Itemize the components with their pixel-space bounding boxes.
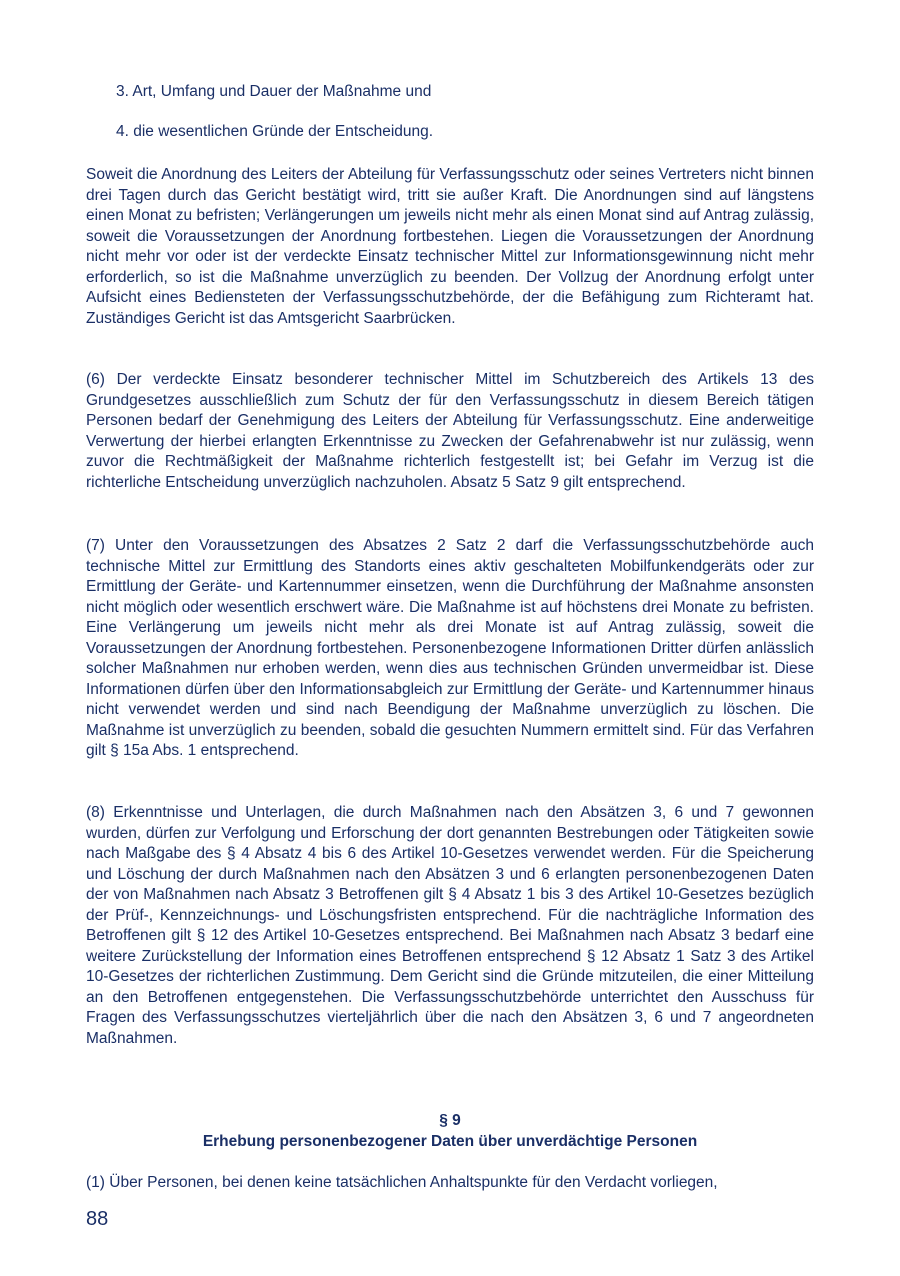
list-item-3: 3. Art, Umfang und Dauer der Maßnahme und [116,83,432,100]
list-item-4: 4. die wesentlichen Gründe der Entscheidung. [116,123,434,140]
paragraph-5-continued: Soweit die Anordnung des Leiters der Abteilung für Verfassungsschutz oder seines Vertreters nicht binnen drei Tagen durch das Gericht bestätigt wird, tritt sie außer Kraft. Die Anordnungen sind auf längstens einen Monat zu befristen; Verlängerungen um jeweils nicht mehr als einen Monat sind auf Antrag zulässig, soweit die Voraussetzungen der Anordnung fortbestehen. Liegen die Voraussetzungen der Anordnung nicht mehr vor oder ist der verdeckte Einsatz technischer Mittel zur Informationsgewinnung nicht mehr erforderlich, so ist die Maßnahme unverzüglich zu beenden. Der Vollzug der Anordnung erfolgt unter Aufsicht eines Bediensteten der Verfassungsschutzbehörde, der die Befähigung zum Richteramt hat. Zuständiges Gericht ist das Amtsgericht Saarbrücken. [86,166,814,327]
section-9-paragraph-1: (1) Über Personen, bei denen keine tatsächlichen Anhaltspunkte für den Verdacht vorliegen, [86,1174,718,1191]
section-title: Erhebung personenbezogener Daten über unverdächtige Personen [202,1133,698,1150]
paragraph-7: (7) Unter den Voraussetzungen des Absatzes 2 Satz 2 darf die Verfassungsschutzbehörde auch technische Mittel zur Ermittlung des Standorts eines aktiv geschalteten Mobilfunkendgeräts oder zur Ermittlung der Geräte- und Kartennummer einsetzen, wenn die Durchführung der Maßnahme ansonsten nicht möglich oder wesentlich erschwert wäre. Die Maßnahme ist auf höchstens drei Monate zu befristen. Eine Verlängerung um jeweils nicht mehr als drei Monate ist auf Antrag zulässig, soweit die Voraussetzungen der Anordnung fortbestehen. Personenbezogene Informationen Dritter dürfen anlässlich solcher Maßnahmen nur erhoben werden, wenn dies aus technischen Gründen unvermeidbar ist. Diese Informationen dürfen über den Informationsabgleich zur Ermittlung der Geräte- und Kartennummer hinaus nicht verwendet werden und sind nach Beendigung der Maßnahme unverzüglich zu löschen. Die Maßnahme ist unverzüglich zu beenden, sobald die gesuchten Nummern ermittelt sind. Für das Verfahren gilt § 15a Abs. 1 entsprechend. [86,537,814,759]
paragraph-8: (8) Erkenntnisse und Unterlagen, die durch Maßnahmen nach den Absätzen 3, 6 und 7 gewonnen wurden, dürfen zur Verfolgung und Erforschung der dort genannten Bestrebungen oder Tätigkeiten sowie nach Maßgabe des § 4 Absatz 4 bis 6 des Artikel 10-Gesetzes verwendet werden. Für die Speicherung und Löschung der durch Maßnahmen nach den Absätzen 3 und 6 erlangten personenbezogenen Daten der von Maßnahmen nach Absatz 3 Betroffenen gilt § 4 Absatz 1 bis 3 des Artikel 10-Gesetzes bezüglich der Prüf-, Kennzeichnungs- und Löschungsfristen entsprechend. Für die nachträgliche Information des Betroffenen gilt § 12 des Artikel 10-Gesetzes entsprechend. Bei Maßnahmen nach Absatz 3 bedarf eine weitere Zurückstellung der Information eines Betroffenen entsprechend § 12 Absatz 1 Satz 3 des Artikel 10-Gesetzes der richterlichen Zustimmung. Dem Gericht sind die Gründe mitzuteilen, die einer Mitteilung an den Betroffenen entgegenstehen. Die Verfassungsschutzbehörde unterrichtet den Ausschuss für Fragen des Verfassungsschutzes vierteljährlich über die nach den Absätzen 3, 6 und 7 angeordneten Maßnahmen. [86,804,814,1047]
section-number: § 9 [439,1112,461,1129]
paragraph-6: (6) Der verdeckte Einsatz besonderer technischer Mittel im Schutzbereich des Artikels 13 des Grundgesetzes ausschließlich zum Schutz der für den Verfassungsschutz in diesem Bereich tätigen Personen bedarf der Genehmigung des Leiters der Abteilung für Verfassungsschutz. Eine anderweitige Verwertung der hierbei erlangten Erkenntnisse zu Zwecken der Gefahrenabwehr ist nur zulässig, wenn zuvor die Rechtmäßigkeit der Maßnahme richterlich festgestellt ist; bei Gefahr im Verzug ist die richterliche Entscheidung unverzüglich nachzuholen. Absatz 5 Satz 9 gilt entsprechend. [86,371,814,491]
page-number: 88 [86,1208,109,1230]
